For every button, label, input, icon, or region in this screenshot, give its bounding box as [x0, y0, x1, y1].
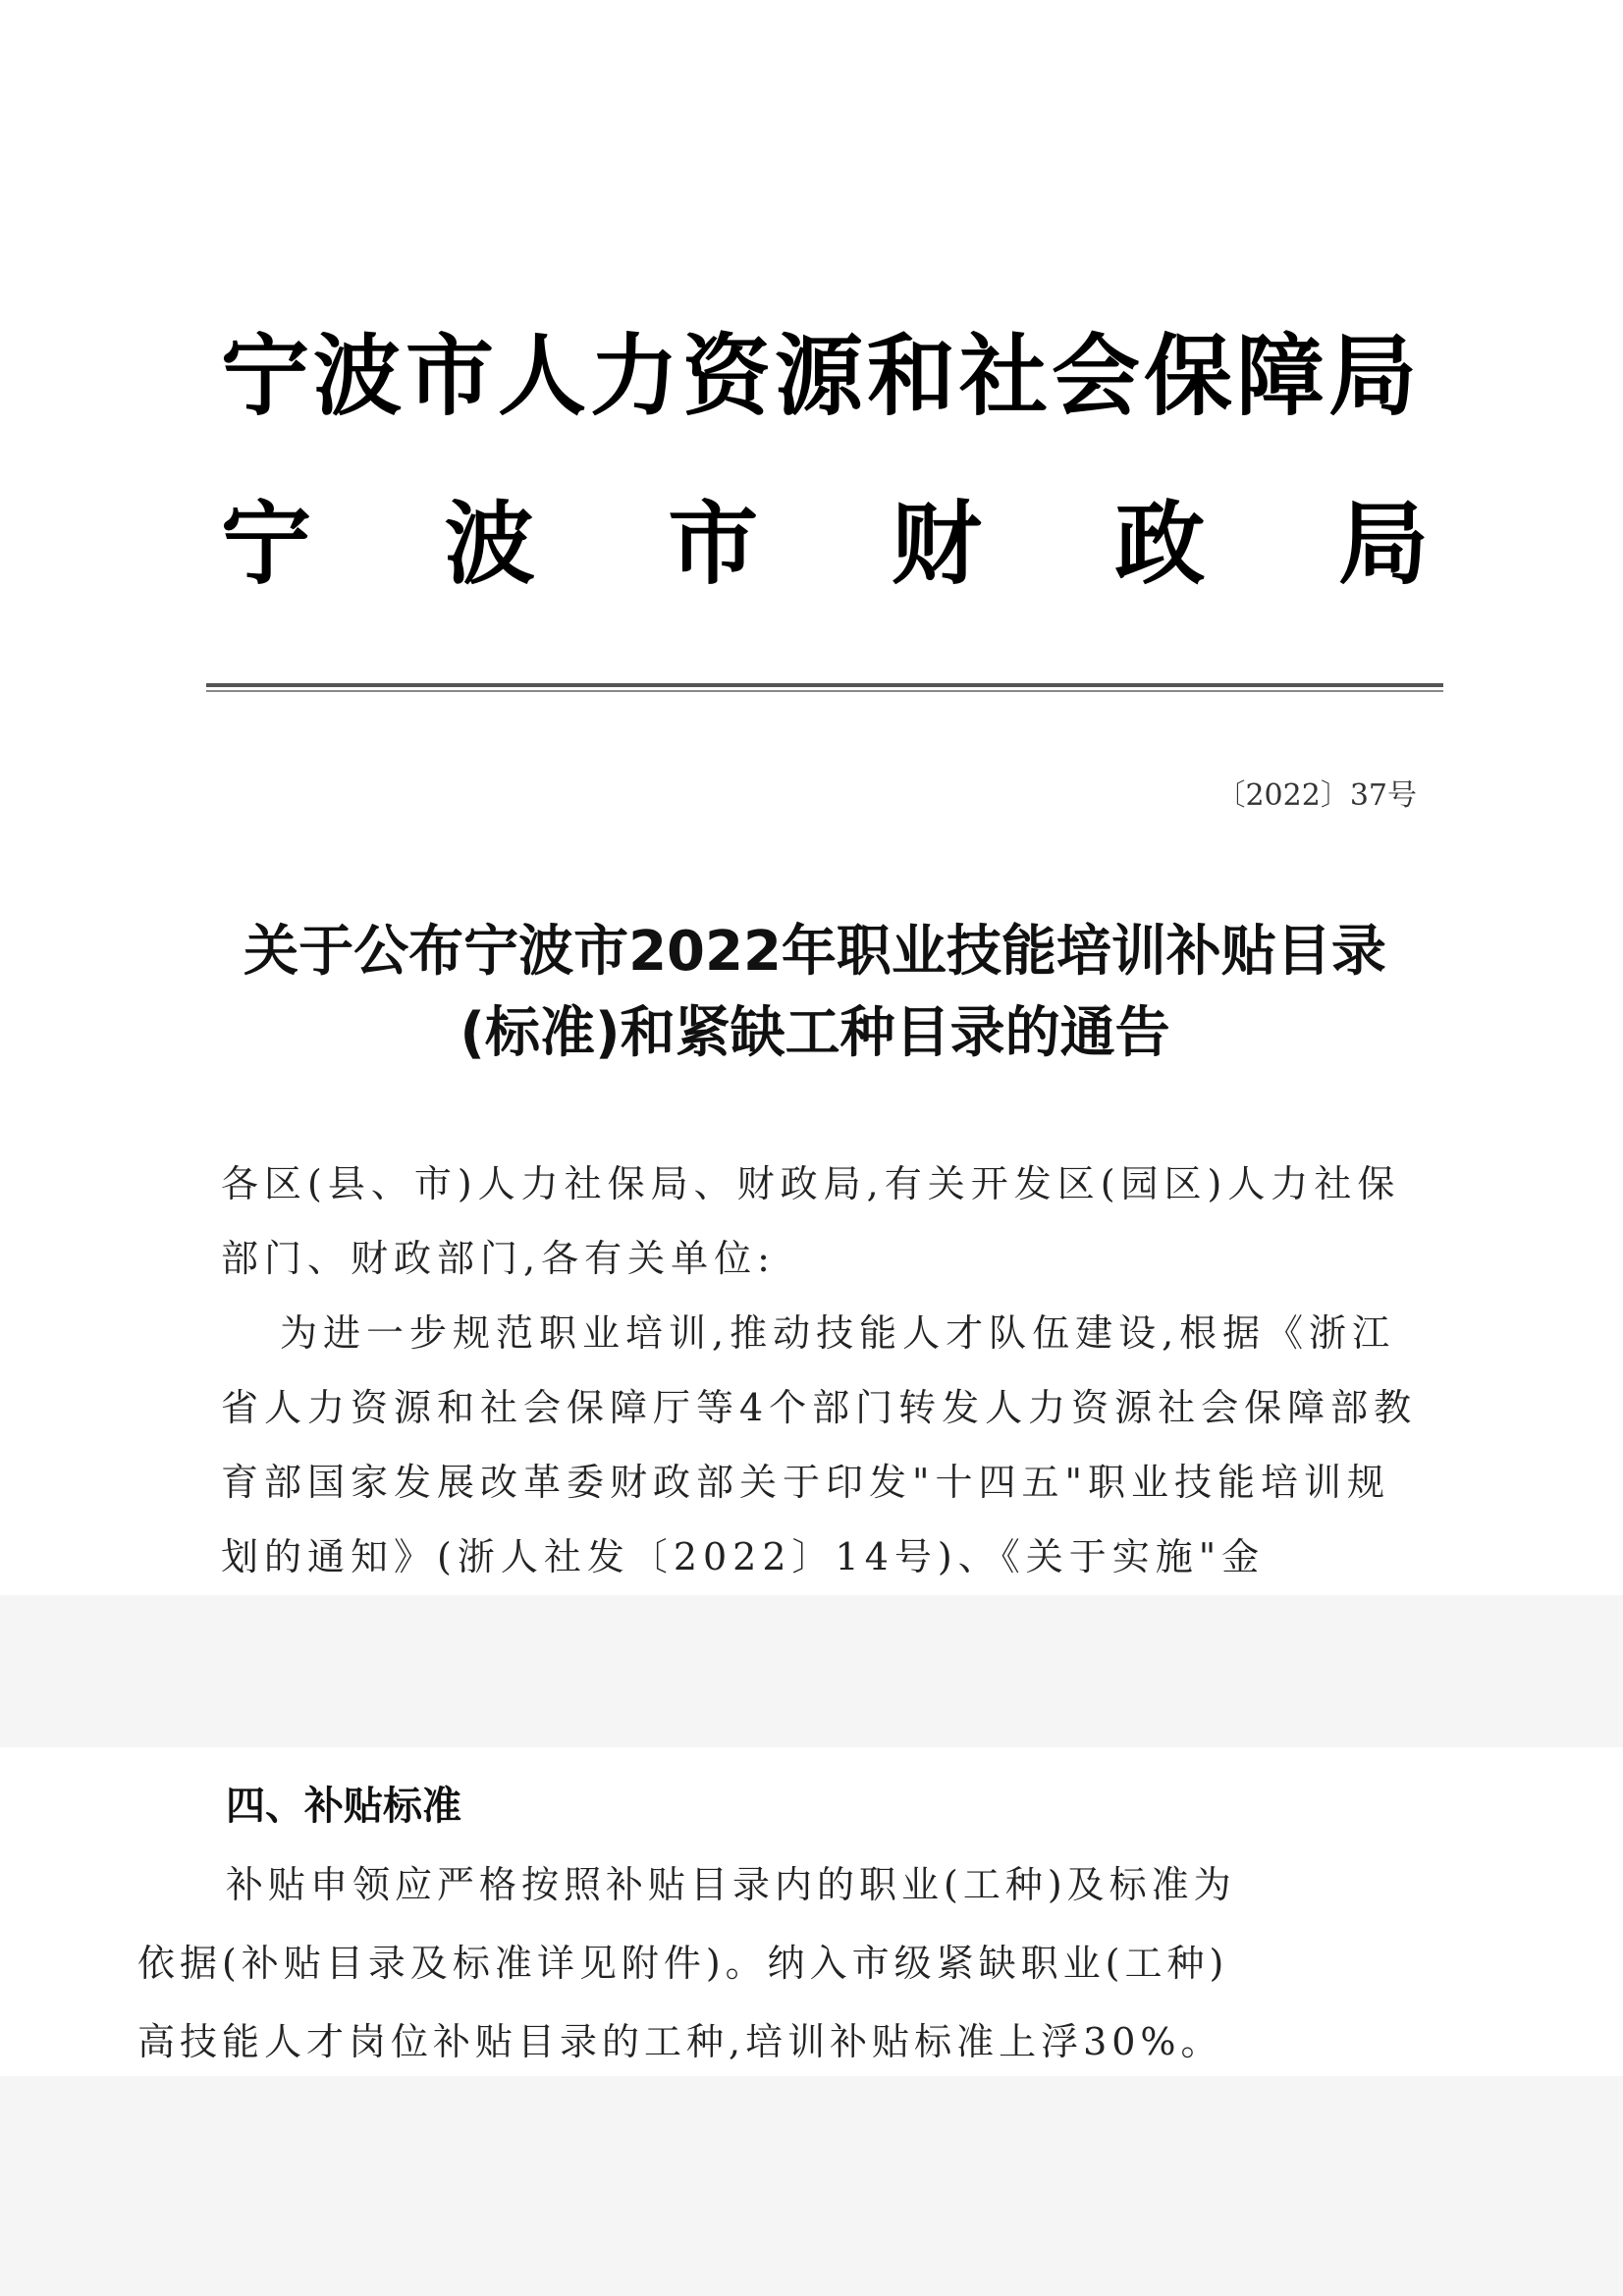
issuer-char: 局 [1337, 492, 1429, 597]
header-divider-thin [206, 690, 1443, 692]
section-heading: 四、补贴标准 [226, 1784, 461, 1829]
issuer-char: 宁 [221, 492, 312, 597]
section-line: 依据(补贴目录及标准详见附件)。纳入市级紧缺职业(工种) [137, 1942, 1229, 1985]
header-divider [206, 683, 1443, 687]
addressee: 各区(县、市)人力社保局、财政局,有关开发区(园区)人力社保部门、财政部门,各有关单位: [221, 1162, 1401, 1280]
body-paragraph-1: 为进一步规范职业培训,推动技能人才队伍建设,根据《浙江省人力资源和社会保障厅等4个部门转发人力资源社会保障部教育部国家发展改革委财政部关于印发"十四五"职业技能培训规划的通知》(浙人社发〔2022〕14号)、《关于实施"金 [221, 1311, 1418, 1578]
issuer-name-finance [221, 492, 1429, 597]
issuer-char: 财 [891, 492, 982, 597]
document-title-line2: (标准)和紧缺工种目录的通告 [460, 1001, 1170, 1065]
issuer-char: 市 [668, 492, 759, 597]
section-body [137, 1845, 1394, 2081]
issuer-name-hrss: 宁波市人力资源和社会保障局 [221, 325, 1421, 428]
section-subsidy-standard [137, 1747, 1542, 2076]
page-gap [0, 1595, 1623, 1747]
issuer-char: 政 [1114, 492, 1206, 597]
issuer-char: 波 [444, 492, 535, 597]
document-title-line1: 关于公布宁波市2022年职业技能培训补贴目录 [243, 920, 1386, 984]
section-line: 补贴申领应严格按照补贴目录内的职业(工种)及标准为 [226, 1863, 1236, 1906]
page-gap-lower [0, 2076, 1623, 2296]
document-number: 〔2022〕37号 [1216, 778, 1417, 813]
section-line: 高技能人才岗位补贴目录的工种,培训补贴标准上浮30%。 [137, 2020, 1223, 2063]
